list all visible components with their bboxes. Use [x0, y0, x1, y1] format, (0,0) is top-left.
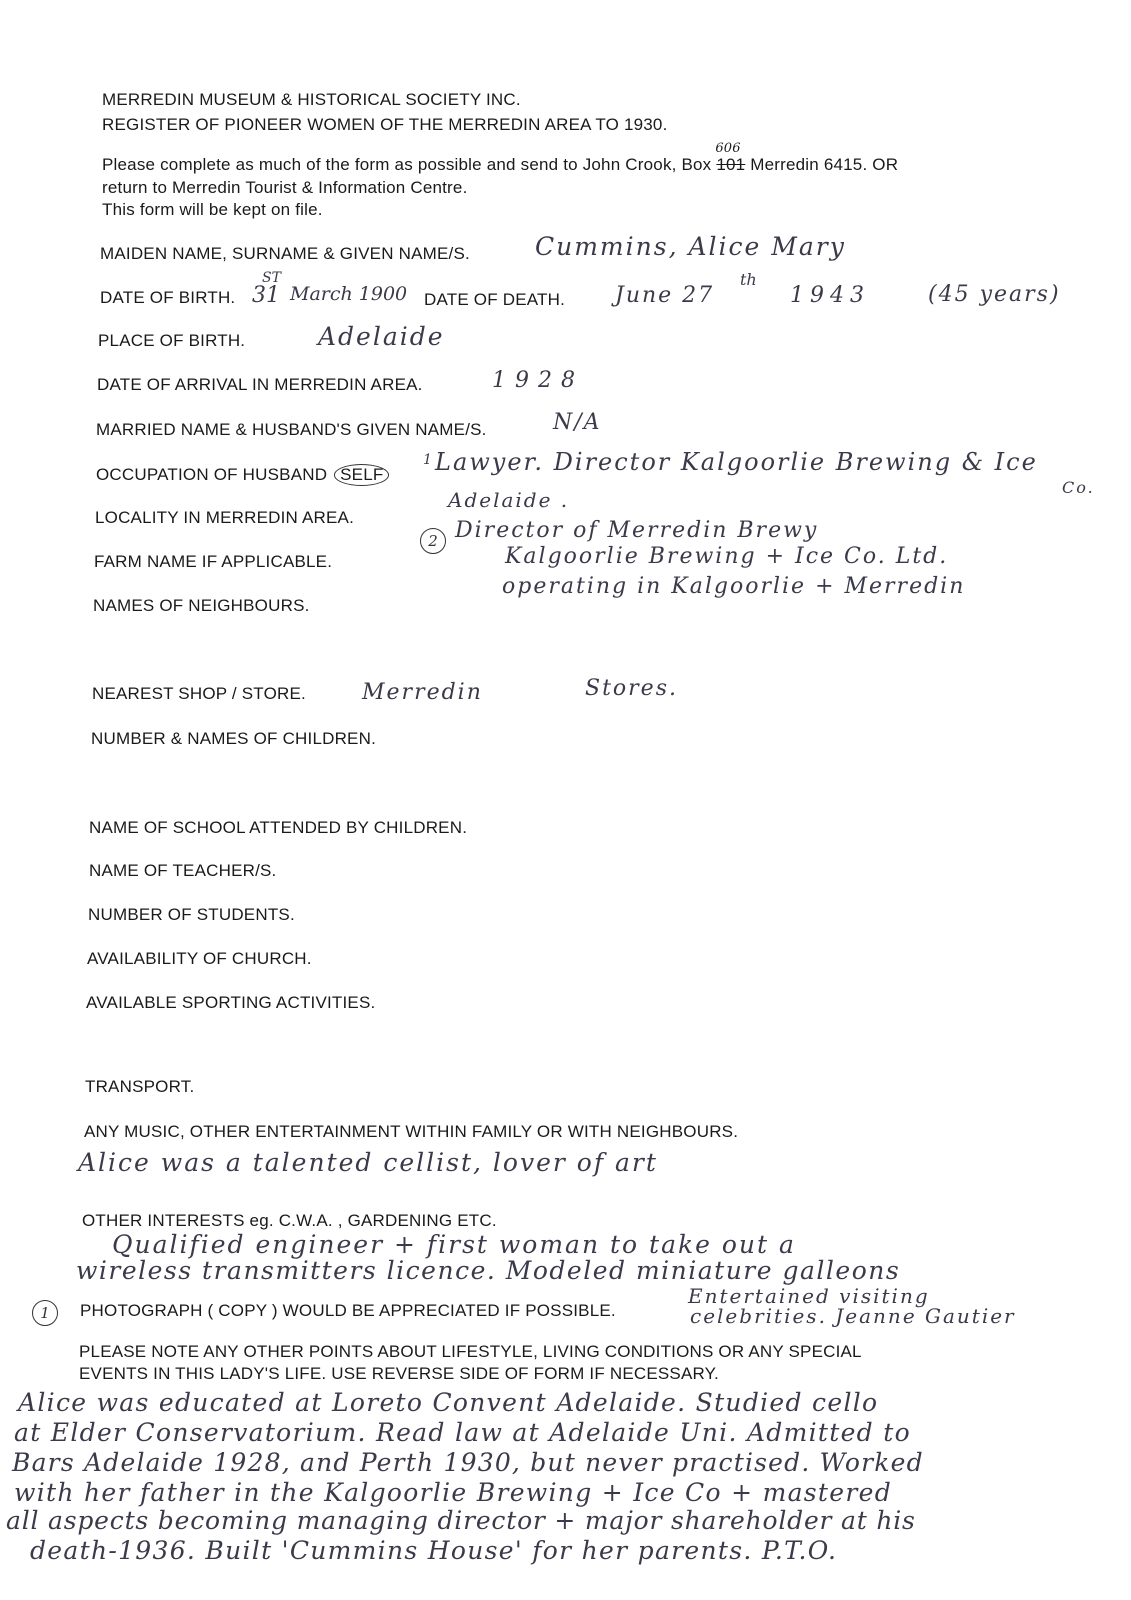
- occupation-line-4: Kalgoorlie Brewing + Ice Co. Ltd.: [505, 544, 949, 569]
- place-of-birth-value: Adelaide: [318, 322, 445, 351]
- music-value: Alice was a talented cellist, lover of art: [78, 1148, 658, 1177]
- header-line-1: MERREDIN MUSEUM & HISTORICAL SOCIETY INC.: [102, 90, 521, 109]
- occupation-line-3: Director of Merredin Brewy: [455, 518, 819, 543]
- occupation-marker-1: 1: [423, 452, 432, 468]
- transport-label: TRANSPORT.: [85, 1077, 195, 1096]
- occupation-label-text: OCCUPATION OF HUSBAND: [96, 465, 328, 484]
- other-interests-line-4: celebrities. Jeanne Gautier: [690, 1304, 1016, 1328]
- box-correction: 606: [715, 141, 741, 156]
- occupation-marker-2: 2: [420, 528, 446, 554]
- nearest-shop-value: Merredin: [362, 680, 483, 705]
- other-points-line-1: Alice was educated at Loreto Convent Adelaide. Studied cello: [18, 1388, 879, 1417]
- school-label: NAME OF SCHOOL ATTENDED BY CHILDREN.: [89, 818, 468, 837]
- date-of-birth-suffix: ST: [262, 270, 281, 286]
- occupation-line-1-co: Co.: [1062, 478, 1095, 497]
- age-note: (45 years): [928, 282, 1061, 307]
- other-points-line-5: all aspects becoming managing director + major shareholder at his: [6, 1506, 916, 1535]
- occupation-line-5: operating in Kalgoorlie + Merredin: [502, 574, 966, 599]
- other-points-line-2: at Elder Conservatorium. Read law at Adelaide Uni. Admitted to: [14, 1418, 911, 1447]
- nearest-shop-value-2: Stores.: [585, 676, 678, 701]
- date-of-death-value: June 27: [615, 283, 715, 308]
- neighbours-label: NAMES OF NEIGHBOURS.: [93, 596, 310, 615]
- occupation-line-1: Lawyer. Director Kalgoorlie Brewing & Ice: [435, 448, 1038, 476]
- instructions-text-a: Please complete as much of the form as possible and send to John Crook, Box: [102, 155, 712, 174]
- date-of-birth-day: 31: [252, 283, 280, 308]
- other-points-line-4: with her father in the Kalgoorlie Brewing + Ice Co + mastered: [14, 1478, 893, 1507]
- occupation-line-2: Adelaide .: [448, 488, 570, 512]
- other-points-line-6: death-1936. Built 'Cummins House' for her parents. P.T.O.: [30, 1536, 838, 1565]
- other-interests-label: OTHER INTERESTS eg. C.W.A. , GARDENING ETC.: [82, 1211, 497, 1230]
- maiden-name-label: MAIDEN NAME, SURNAME & GIVEN NAME/S.: [100, 244, 470, 263]
- instructions-line-3: This form will be kept on file.: [102, 200, 323, 219]
- locality-label: LOCALITY IN MERREDIN AREA.: [95, 508, 355, 527]
- date-of-death-suffix: th: [740, 270, 757, 289]
- instructions-text-b: Merredin 6415. OR: [750, 155, 899, 174]
- box-struck: 101: [716, 155, 746, 174]
- date-of-arrival-label: DATE OF ARRIVAL IN MERREDIN AREA.: [97, 375, 423, 394]
- maiden-name-value: Cummins, Alice Mary: [535, 232, 846, 261]
- photograph-marker: 1: [32, 1300, 58, 1326]
- teacher-label: NAME OF TEACHER/S.: [89, 861, 277, 880]
- other-interests-line-3: Entertained visiting: [688, 1284, 930, 1308]
- photograph-label: PHOTOGRAPH ( COPY ) WOULD BE APPRECIATED IF POSSIBLE.: [80, 1301, 616, 1320]
- other-points-line-3: Bars Adelaide 1928, and Perth 1930, but never practised. Worked: [12, 1448, 924, 1477]
- occupation-self-circled: SELF: [334, 464, 389, 486]
- other-interests-line-1: Qualified engineer + first woman to take out a: [112, 1230, 796, 1259]
- box-number: [715, 141, 746, 175]
- students-label: NUMBER OF STUDENTS.: [88, 905, 295, 924]
- married-name-label: MARRIED NAME & HUSBAND'S GIVEN NAME/S.: [96, 420, 487, 439]
- married-name-value: N/A: [553, 410, 602, 435]
- date-of-death-label: DATE OF DEATH.: [424, 290, 566, 309]
- nearest-shop-label: NEAREST SHOP / STORE.: [92, 684, 306, 703]
- other-interests-line-2: wireless transmitters licence. Modeled miniature galleons: [76, 1256, 901, 1285]
- instructions-line-1: [102, 141, 899, 175]
- farm-name-label: FARM NAME IF APPLICABLE.: [94, 552, 333, 571]
- children-label: NUMBER & NAMES OF CHILDREN.: [91, 729, 376, 748]
- date-of-birth-label: DATE OF BIRTH.: [100, 288, 236, 307]
- date-of-arrival-value: 1928: [492, 368, 584, 393]
- music-label: ANY MUSIC, OTHER ENTERTAINMENT WITHIN FAMILY OR WITH NEIGHBOURS.: [84, 1122, 739, 1141]
- header-line-2: REGISTER OF PIONEER WOMEN OF THE MERREDIN AREA TO 1930.: [102, 115, 668, 134]
- sporting-label: AVAILABLE SPORTING ACTIVITIES.: [86, 993, 376, 1012]
- instructions-line-2: return to Merredin Tourist & Information Centre.: [102, 178, 468, 197]
- place-of-birth-label: PLACE OF BIRTH.: [98, 331, 246, 350]
- other-points-label-2: EVENTS IN THIS LADY'S LIFE. USE REVERSE SIDE OF FORM IF NECESSARY.: [79, 1364, 719, 1383]
- church-label: AVAILABILITY OF CHURCH.: [87, 949, 312, 968]
- occupation-label: [96, 464, 389, 486]
- other-points-label-1: PLEASE NOTE ANY OTHER POINTS ABOUT LIFESTYLE, LIVING CONDITIONS OR ANY SPECIAL: [79, 1342, 862, 1361]
- date-of-death-year: 1943: [790, 283, 870, 308]
- date-of-birth-month-year: March 1900: [290, 283, 408, 305]
